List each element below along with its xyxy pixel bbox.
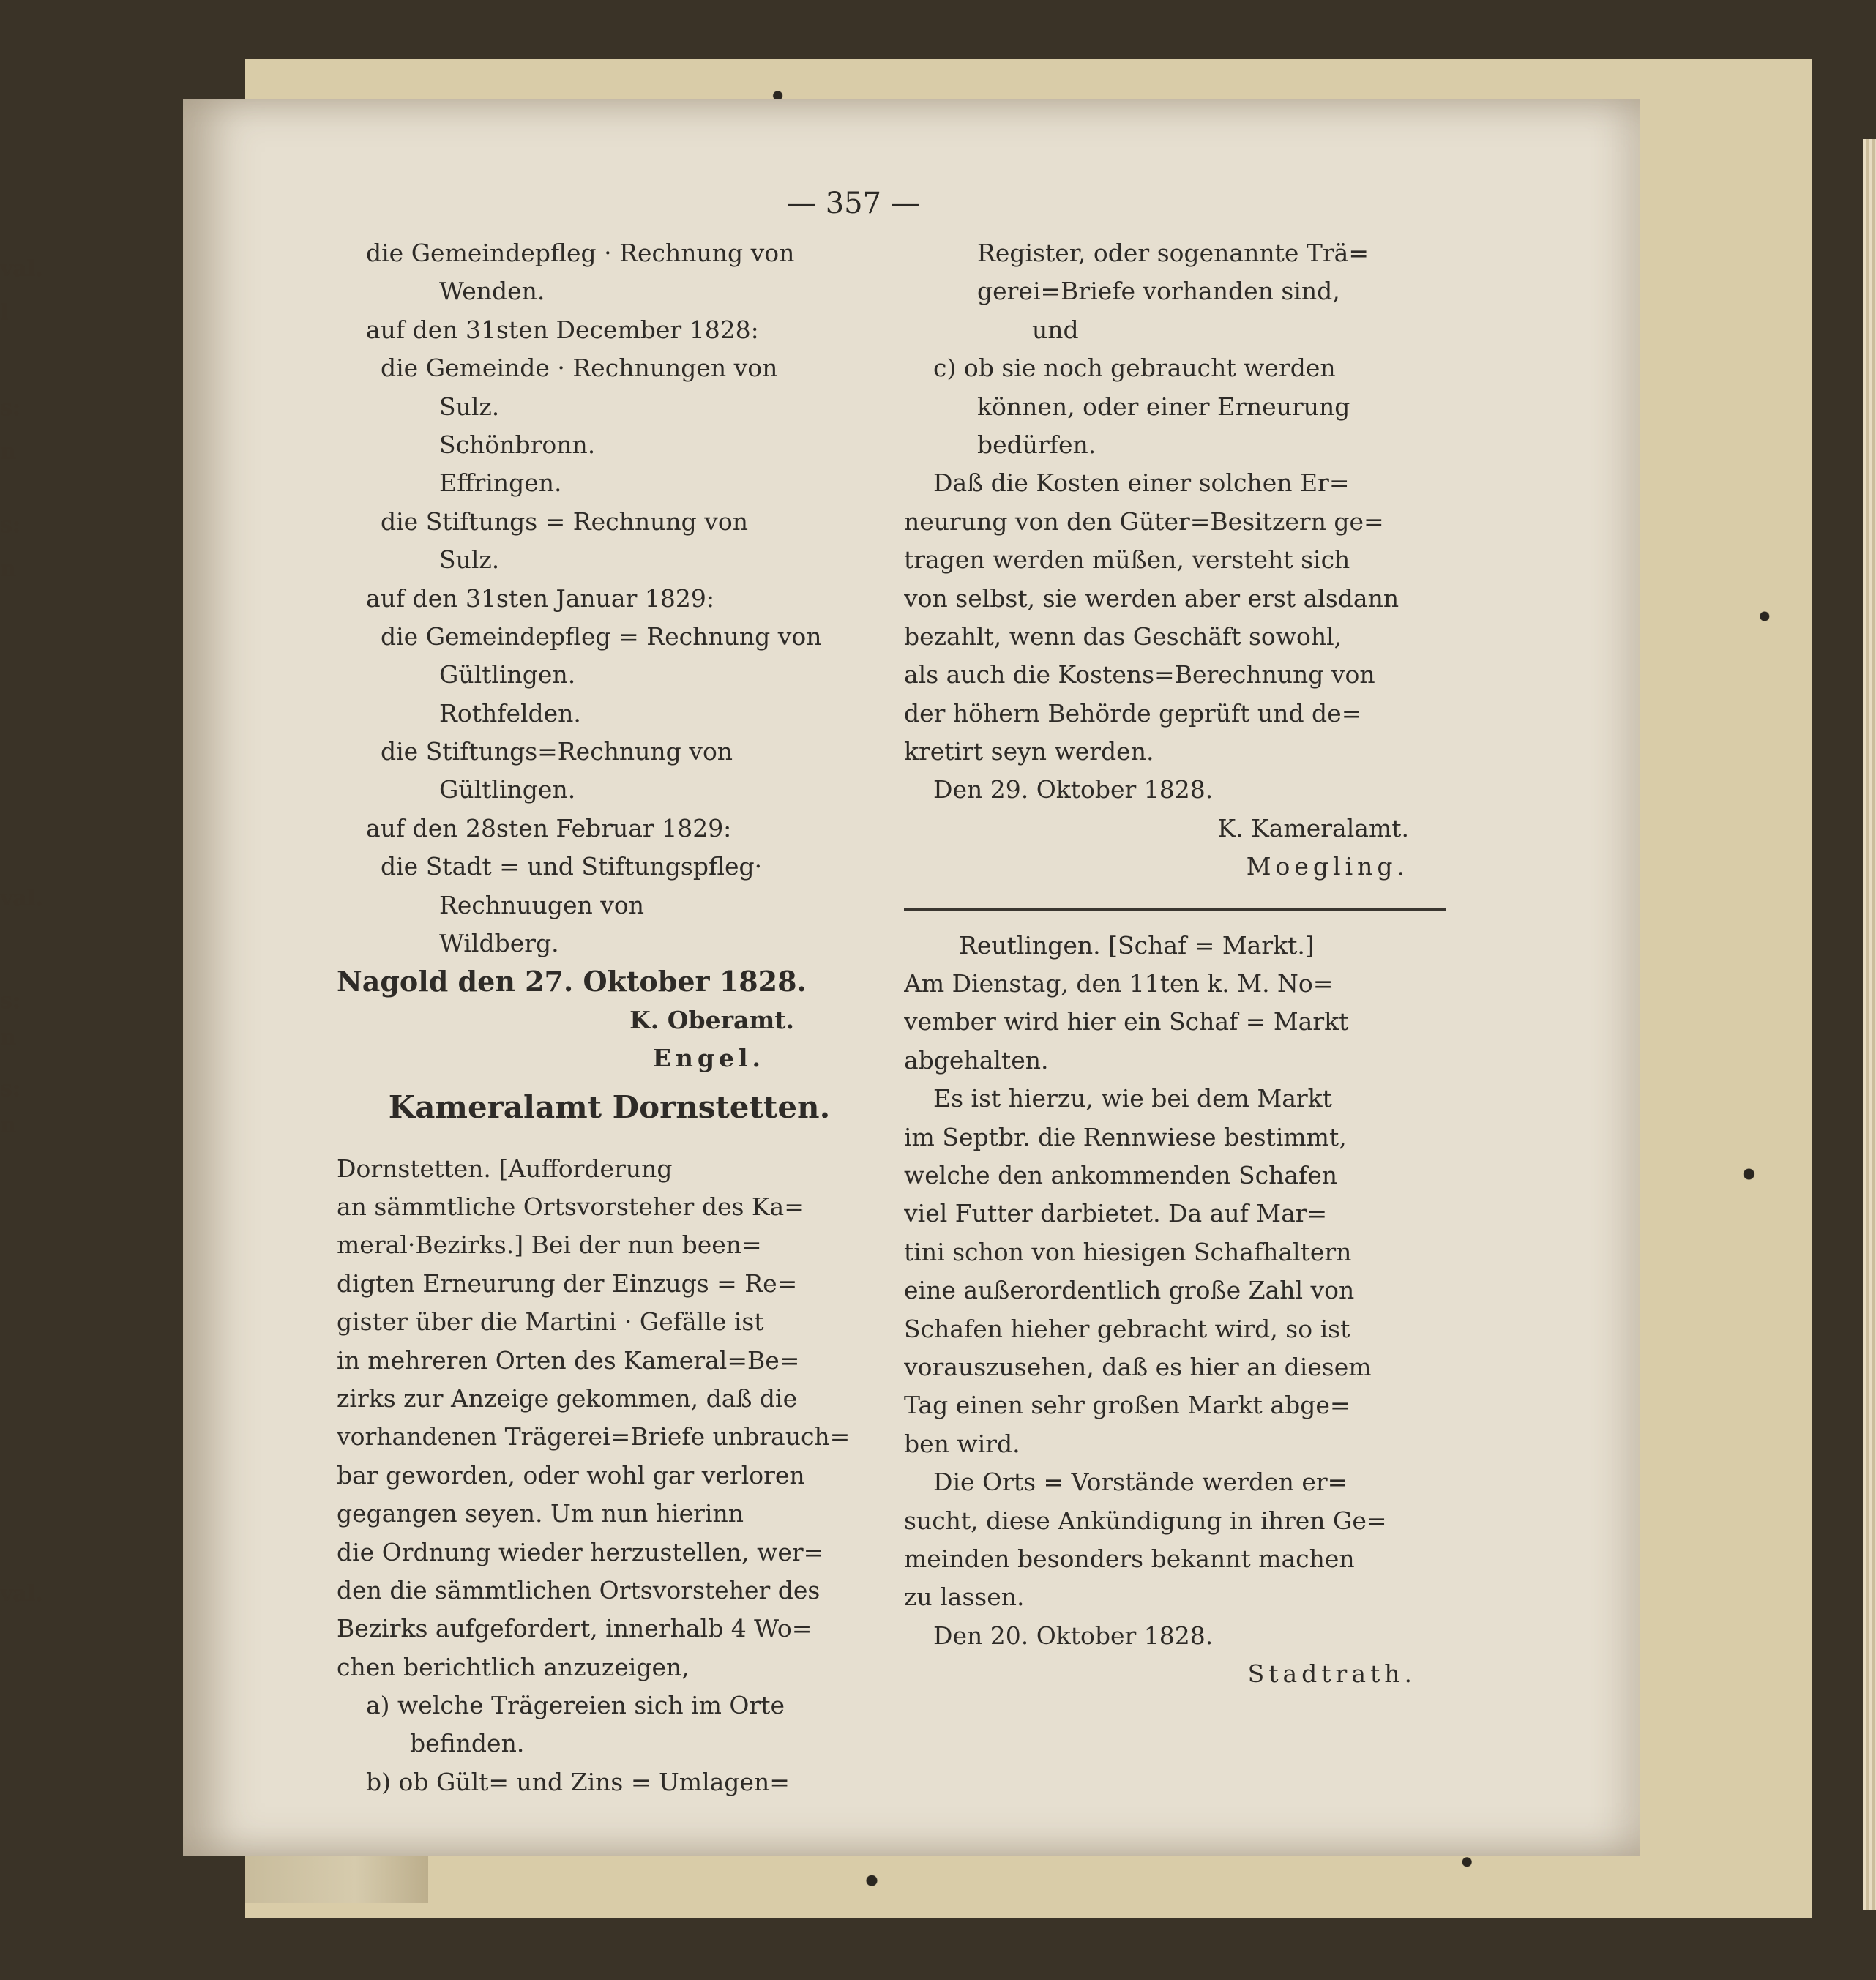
text-line: sucht, diese Ankündigung in ihren Ge= bbox=[904, 1506, 1387, 1535]
text-line: meinden besonders bekannt machen bbox=[904, 1544, 1355, 1573]
fragment: n bbox=[0, 1113, 16, 1138]
text-line: viel Futter darbietet. Da auf Mar= bbox=[904, 1199, 1328, 1228]
page-block-edge bbox=[1863, 139, 1876, 1910]
text-line: vember wird hier ein Schaf = Markt bbox=[904, 1007, 1349, 1036]
text-line: digten Erneurung der Einzugs = Re= bbox=[337, 1269, 798, 1298]
list-item-c: c) ob sie noch gebraucht werden bbox=[933, 354, 1336, 383]
text-line: Reutlingen. [Schaf = Markt.] bbox=[959, 930, 1315, 960]
signature: Stadtrath. bbox=[1247, 1659, 1416, 1689]
text-line: Tag einen sehr großen Markt abge= bbox=[904, 1391, 1350, 1420]
fragment: val. bbox=[0, 886, 43, 911]
text-line: auf den 31sten December 1828: bbox=[366, 315, 759, 344]
fragment: s: bbox=[0, 1076, 20, 1102]
text-line: Effringen. bbox=[439, 468, 562, 498]
text-line: an sämmtliche Ortsvorsteher des Ka= bbox=[337, 1192, 804, 1221]
text-line: chen berichtlich anzuzeigen, bbox=[337, 1652, 690, 1681]
text-line: Es ist hierzu, wie bei dem Markt bbox=[933, 1084, 1332, 1113]
text-line: Rothfelden. bbox=[439, 698, 581, 728]
text-line: die Ordnung wieder herzustellen, wer= bbox=[337, 1537, 824, 1566]
text-line: Wenden. bbox=[439, 277, 545, 306]
text-line: auf den 28sten Februar 1829: bbox=[366, 813, 732, 843]
text-line: von selbst, sie werden aber erst alsdann bbox=[904, 583, 1399, 613]
fragment: l bbox=[0, 300, 9, 326]
text-line: eine außerordentlich große Zahl von bbox=[904, 1276, 1355, 1305]
text-line: ben wird. bbox=[904, 1429, 1020, 1458]
text-line: der höhern Behörde geprüft und de= bbox=[904, 698, 1362, 728]
list-item-b: b) ob Gült= und Zins = Umlagen= bbox=[366, 1767, 790, 1796]
text-line: und bbox=[1032, 315, 1079, 344]
fragment: s: bbox=[0, 988, 20, 1014]
dateline: Den 29. Oktober 1828. bbox=[933, 775, 1214, 804]
text-line: vorauszusehen, daß es hier an diesem bbox=[904, 1352, 1372, 1381]
fragment: s: bbox=[0, 512, 20, 538]
text-line: vorhandenen Trägerei=Briefe unbrauch= bbox=[337, 1422, 851, 1452]
fragment: val. bbox=[0, 1581, 43, 1607]
text-line: die Stiftungs=Rechnung von bbox=[381, 737, 733, 766]
text-line: Gültlingen. bbox=[439, 775, 576, 804]
text-line: kretirt seyn werden. bbox=[904, 737, 1154, 766]
text-line: zu lassen. bbox=[904, 1583, 1025, 1612]
text-line: bar geworden, oder wohl gar verloren bbox=[337, 1460, 805, 1490]
text-line: Schönbronn. bbox=[439, 430, 596, 459]
fragment: n bbox=[0, 556, 16, 582]
text-line: auf den 31sten Januar 1829: bbox=[366, 583, 714, 613]
text-line: Die Orts = Vorstände werden er= bbox=[933, 1468, 1348, 1497]
text-line: Gültlingen. bbox=[439, 660, 576, 690]
text-line: Register, oder sogenannte Trä= bbox=[977, 239, 1369, 267]
fragment: s: bbox=[0, 395, 20, 421]
list-item-a-cont: befinden. bbox=[410, 1729, 525, 1758]
text-line: gerei=Briefe vorhanden sind, bbox=[977, 277, 1340, 306]
section-heading: Kameralamt Dornstetten. bbox=[388, 1088, 831, 1125]
left-column bbox=[337, 234, 882, 1801]
text-line: die Gemeindepfleg · Rechnung von bbox=[366, 239, 795, 267]
right-column bbox=[904, 234, 1460, 1693]
text-line: in mehreren Orten des Kameral=Be= bbox=[337, 1345, 800, 1375]
office: K. Kameralamt. bbox=[1217, 813, 1409, 843]
text-line: den die sämmtlichen Ortsvorsteher des bbox=[337, 1575, 821, 1604]
signature: Moegling. bbox=[1246, 852, 1409, 881]
text-line: Sulz. bbox=[439, 545, 500, 575]
text-line: im Septbr. die Rennwiese bestimmt, bbox=[904, 1122, 1347, 1151]
text-line: tini schon von hiesigen Schafhaltern bbox=[904, 1237, 1352, 1266]
text-line: neurung von den Güter=Besitzern ge= bbox=[904, 507, 1384, 536]
text-line: tragen werden müßen, versteht sich bbox=[904, 545, 1350, 575]
text-line: welche den ankommenden Schafen bbox=[904, 1160, 1338, 1189]
dateline: Den 20. Oktober 1828. bbox=[933, 1621, 1214, 1650]
text-line: können, oder einer Erneurung bbox=[977, 392, 1350, 421]
fragment: n bbox=[0, 439, 16, 465]
text-line: als auch die Kostens=Berechnung von bbox=[904, 660, 1375, 690]
text-line: abgehalten. bbox=[904, 1045, 1049, 1075]
dateline: Nagold den 27. Oktober 1828. bbox=[337, 965, 807, 998]
fragment: val. bbox=[0, 256, 43, 282]
text-line: gister über die Martini · Gefälle ist bbox=[337, 1307, 764, 1337]
text-line: Rechnuugen von bbox=[439, 890, 645, 919]
text-line: bedürfen. bbox=[977, 430, 1096, 459]
text-line: die Gemeindepfleg = Rechnung von bbox=[381, 621, 822, 651]
office: K. Oberamt. bbox=[629, 1005, 794, 1034]
text-line: meral·Bezirks.] Bei der nun been= bbox=[337, 1230, 762, 1260]
text-line: die Stadt = und Stiftungspfleg· bbox=[381, 852, 763, 881]
text-line: Bezirks aufgefordert, innerhalb 4 Wo= bbox=[337, 1614, 812, 1643]
signature: Engel. bbox=[652, 1044, 765, 1073]
text-line: Wildberg. bbox=[439, 929, 559, 958]
text-line: bezahlt, wenn das Geschäft sowohl, bbox=[904, 621, 1342, 651]
text-line: die Gemeinde · Rechnungen von bbox=[381, 354, 778, 383]
text-line: gegangen seyen. Um nun hierinn bbox=[337, 1499, 744, 1528]
text-line: Sulz. bbox=[439, 392, 500, 421]
section-divider bbox=[904, 908, 1446, 911]
fragment: n bbox=[0, 1025, 16, 1050]
list-item-a: a) welche Trägereien sich im Orte bbox=[366, 1691, 785, 1720]
text-line: Schafen hieher gebracht wird, so ist bbox=[904, 1314, 1350, 1343]
left-page-fragments bbox=[0, 242, 81, 1706]
text-line: Dornstetten. [Aufforderung bbox=[337, 1154, 673, 1183]
text-line: Am Dienstag, den 11ten k. M. No= bbox=[904, 969, 1334, 998]
text-line: die Stiftungs = Rechnung von bbox=[381, 507, 749, 536]
text-line: zirks zur Anzeige gekommen, daß die bbox=[337, 1383, 798, 1413]
text-line: Daß die Kosten einer solchen Er= bbox=[933, 468, 1350, 498]
page-number: — 357 — bbox=[787, 187, 920, 220]
